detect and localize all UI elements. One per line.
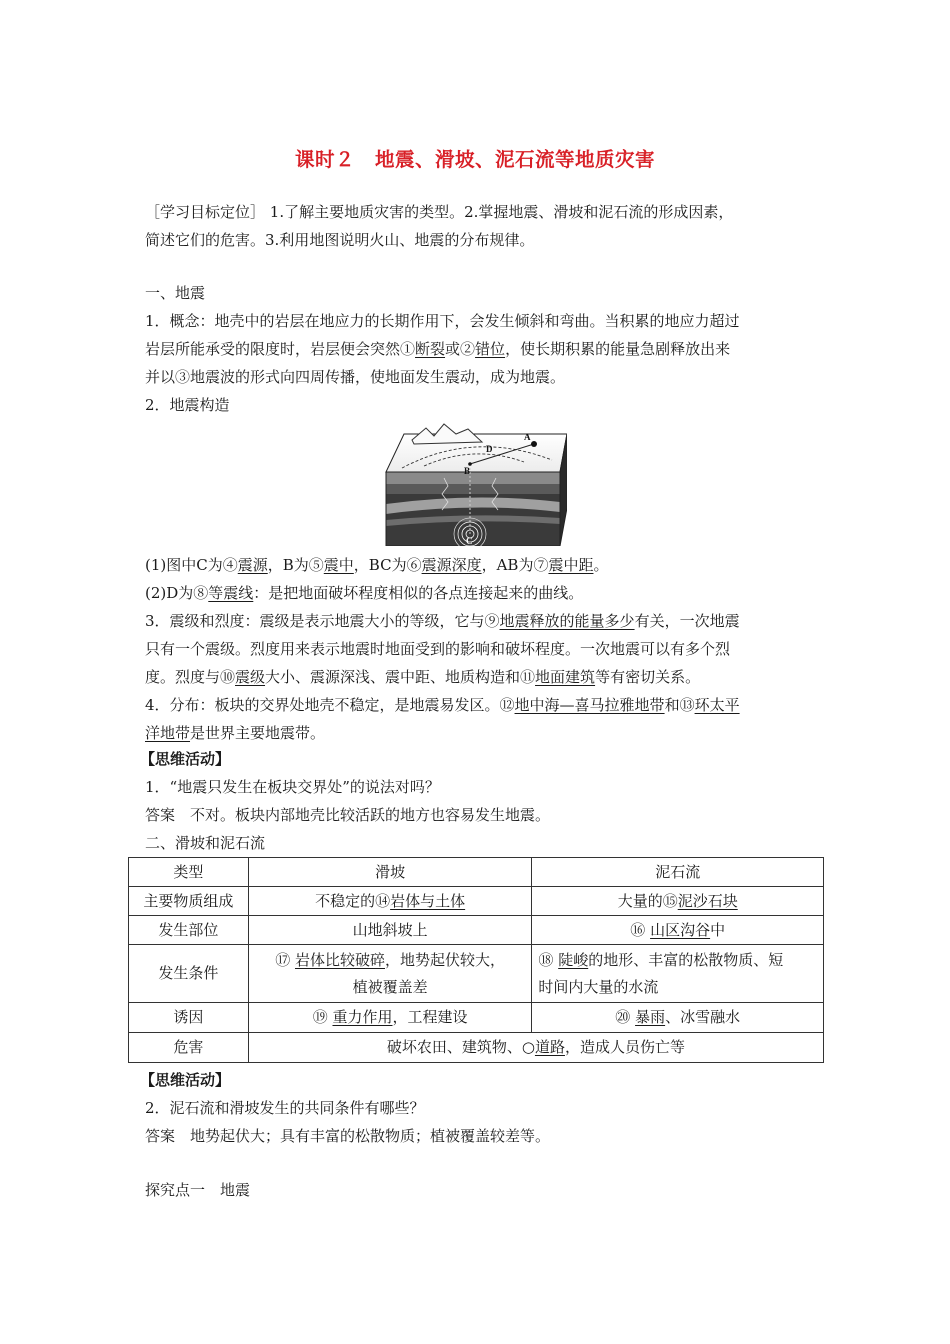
table-cell: ⑱ 陡峻的地形、丰富的松散物质、短 时间内大量的水流 bbox=[532, 945, 824, 1003]
thinking-activity-heading: 【思维活动】 bbox=[140, 750, 231, 768]
figure-item-2: (2)D为⑧等震线：是把地面破坏程度相似的各点连接起来的曲线。 bbox=[145, 584, 584, 602]
table-header: 类型 bbox=[129, 858, 249, 887]
structure-heading: 2．地震构造 bbox=[145, 396, 230, 414]
table-cell: ⑰ 岩体比较破碎，地势起伏较大， 植被覆盖差 bbox=[248, 945, 532, 1003]
rock-layer bbox=[386, 472, 560, 484]
objectives-label: ［学习目标定位］ bbox=[145, 203, 266, 221]
label-c: C bbox=[466, 536, 473, 546]
question-1: 1．“地震只发生在板块交界处”的说法对吗？ bbox=[145, 778, 440, 796]
table-row bbox=[129, 1033, 824, 1063]
table-row bbox=[129, 945, 824, 1003]
mountain-shape bbox=[412, 424, 482, 444]
table-header: 泥石流 bbox=[532, 858, 824, 887]
figure-item-1: (1)图中C为④震源，B为⑤震中，BC为⑥震源深度，AB为⑦震中距。 bbox=[145, 556, 609, 574]
table-cell: 大量的⑮泥沙石块 bbox=[532, 887, 824, 916]
section-heading-landslide: 二、滑坡和泥石流 bbox=[145, 834, 266, 852]
page-title: 课时２ 地震、滑坡、泥石流等地质灾害 bbox=[294, 148, 655, 171]
table-cell: 破坏农田、建筑物、○道路，造成人员伤亡等 bbox=[248, 1033, 823, 1063]
concept-line-1: 1．概念：地壳中的岩层在地应力的长期作用下，会发生倾斜和弯曲。当积累的地应力超过 bbox=[145, 312, 740, 330]
table-row bbox=[129, 887, 824, 916]
label-a: A bbox=[524, 432, 531, 442]
learning-objectives-line-1: ［学习目标定位］ 1.了解主要地质灾害的类型。2.掌握地震、滑坡和泥石流的形成因素， bbox=[145, 203, 734, 221]
learning-objectives-line-2: 简述它们的危害。3.利用地图说明火山、地震的分布规律。 bbox=[145, 231, 535, 249]
row-label: 诱因 bbox=[129, 1003, 249, 1033]
table-cell: 不稳定的⑭岩体与土体 bbox=[248, 887, 532, 916]
table-cell: ⑯ 山区沟谷中 bbox=[532, 916, 824, 945]
question-2: 2．泥石流和滑坡发生的共同条件有哪些？ bbox=[145, 1099, 425, 1117]
answer-1: 答案 不对。板块内部地壳比较活跃的地方也容易发生地震。 bbox=[145, 806, 551, 824]
table-row bbox=[129, 858, 824, 887]
blank-answer: 错位 bbox=[475, 340, 506, 358]
answer-2: 答案 地势起伏大；具有丰富的松散物质；植被覆盖较差等。 bbox=[145, 1127, 551, 1145]
distribution-line-1: 4．分布：板块的交界处地壳不稳定，是地震易发区。⑫地中海—喜马拉雅地带和⑬环太平 bbox=[145, 696, 740, 714]
row-label: 发生条件 bbox=[129, 945, 249, 1003]
section-heading-earthquake: 一、地震 bbox=[145, 284, 206, 302]
concept-line-3: 并以③地震波的形式向四周传播，使地面发生震动，成为地震。 bbox=[145, 368, 566, 386]
concept-line-2: 岩层所能承受的限度时，岩层便会突然①断裂或②错位，使长期积累的能量急剧释放出来 bbox=[145, 340, 731, 358]
landslide-debris-table bbox=[128, 857, 824, 1063]
table-cell: 山地斜坡上 bbox=[248, 916, 532, 945]
table-cell: ⑳ 暴雨、冰雪融水 bbox=[532, 1003, 824, 1033]
blank-answer: 断裂 bbox=[415, 340, 446, 358]
label-b: B bbox=[464, 466, 471, 476]
row-label: 发生部位 bbox=[129, 916, 249, 945]
magnitude-line-3: 度。烈度与⑩震级大小、震源深浅、震中距、地质构造和⑪地面建筑等有密切关系。 bbox=[145, 668, 701, 686]
table-row bbox=[129, 916, 824, 945]
thinking-activity-heading: 【思维活动】 bbox=[140, 1071, 231, 1089]
label-d: D bbox=[486, 444, 493, 454]
distribution-line-2: 洋地带是世界主要地震带。 bbox=[145, 724, 326, 742]
observer-icon bbox=[531, 441, 537, 447]
table-row bbox=[129, 1003, 824, 1033]
rock-layer bbox=[386, 484, 560, 494]
row-label: 危害 bbox=[129, 1033, 249, 1063]
table-header: 滑坡 bbox=[248, 858, 532, 887]
magnitude-line-1: 3．震级和烈度：震级是表示地震大小的等级，它与⑨地震释放的能量多少有关，一次地震 bbox=[145, 612, 740, 630]
row-label: 主要物质组成 bbox=[129, 887, 249, 916]
magnitude-line-2: 只有一个震级。烈度用来表示地震时地面受到的影响和破坏程度。一次地震可以有多个烈 bbox=[145, 640, 731, 658]
earthquake-structure-figure bbox=[384, 420, 567, 546]
table-cell: ⑲ 重力作用，工程建设 bbox=[248, 1003, 532, 1033]
explore-point-heading: 探究点一 地震 bbox=[145, 1181, 251, 1199]
